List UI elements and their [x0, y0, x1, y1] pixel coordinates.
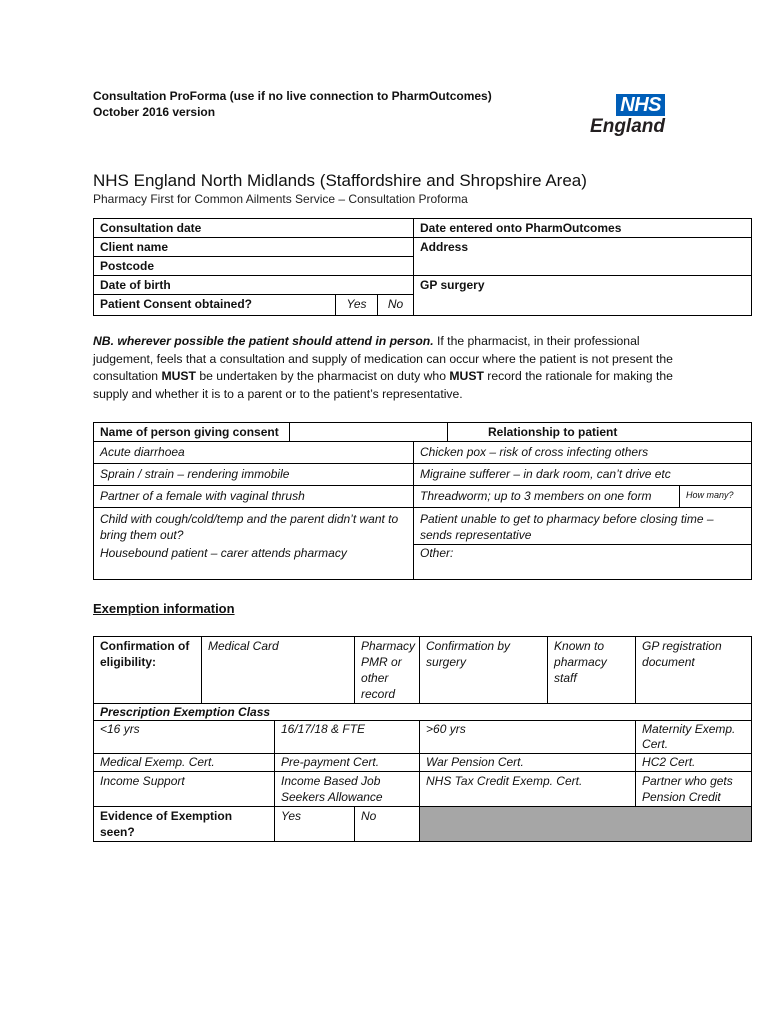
note-text-2: be undertaken by the pharmacist on duty who: [195, 369, 450, 383]
reason-sprain-strain[interactable]: Sprain / strain – rendering immobile: [94, 464, 414, 486]
evidence-exemption-label: Evidence of Exemption seen?: [94, 807, 275, 842]
how-many-field[interactable]: How many?: [680, 486, 752, 508]
exemption-tax-credit[interactable]: NHS Tax Credit Exemp. Cert.: [420, 772, 636, 807]
note-text-3: record the rationale for making the supply and whether it is to a parent or to the patient’s representative.: [93, 369, 673, 401]
relationship-label: Relationship to patient: [448, 423, 752, 442]
consent-reasons-table: [93, 422, 752, 580]
attendance-note: [93, 333, 693, 403]
form-version-title: Consultation ProForma (use if no live connection to PharmOutcomes): [93, 89, 492, 103]
reason-chicken-pox[interactable]: Chicken pox – risk of cross infecting others: [414, 442, 752, 464]
confirmation-eligibility-label: Confirmation of eligibility:: [94, 637, 202, 704]
exemption-war-pension[interactable]: War Pension Cert.: [420, 754, 636, 772]
shaded-cell: [420, 807, 752, 842]
exemption-prepayment[interactable]: Pre-payment Cert.: [275, 754, 420, 772]
exemption-income-support[interactable]: Income Support: [94, 772, 275, 807]
exemption-over-60[interactable]: >60 yrs: [420, 721, 636, 754]
patient-consent-label: Patient Consent obtained?: [94, 295, 336, 316]
exemption-medical-cert[interactable]: Medical Exemp. Cert.: [94, 754, 275, 772]
reason-threadworm[interactable]: Threadworm; up to 3 members on one form: [414, 486, 680, 508]
nhs-logo-box: NHS: [616, 94, 665, 116]
eligibility-gp-registration[interactable]: GP registration document: [636, 637, 752, 704]
gp-surgery-field[interactable]: GP surgery: [414, 276, 752, 316]
exemption-jobseekers[interactable]: Income Based Job Seekers Allowance: [275, 772, 420, 807]
exemption-under-16[interactable]: <16 yrs: [94, 721, 275, 754]
note-must-1: MUST: [161, 369, 196, 383]
client-name-field[interactable]: Client name: [94, 238, 414, 257]
exemption-hc2[interactable]: HC2 Cert.: [636, 754, 752, 772]
eligibility-pharmacy-pmr[interactable]: Pharmacy PMR or other record: [355, 637, 420, 704]
england-logo-text: England: [590, 116, 665, 137]
note-must-2: MUST: [449, 369, 484, 383]
note-text-1: If the pharmacist, in their professional judgement, feels that a consultation and supply of medication can occur where the patient is not present the consultation: [93, 334, 673, 383]
address-field[interactable]: Address: [414, 238, 752, 276]
reason-unable-to-attend[interactable]: Patient unable to get to pharmacy before closing time – sends representative: [414, 508, 752, 545]
name-of-consenter-input[interactable]: [290, 423, 448, 442]
exemption-16-17-18-fte[interactable]: 16/17/18 & FTE: [275, 721, 420, 754]
reason-partner-thrush[interactable]: Partner of a female with vaginal thrush: [94, 486, 414, 508]
reason-other[interactable]: Other:: [414, 545, 752, 580]
name-of-consenter-label: Name of person giving consent: [94, 423, 290, 442]
page-subtitle: Pharmacy First for Common Ailments Service – Consultation Proforma: [93, 192, 468, 206]
exemption-table: [93, 636, 752, 842]
consultation-date-field[interactable]: Consultation date: [94, 219, 414, 238]
patient-details-table: [93, 218, 752, 316]
postcode-field[interactable]: Postcode: [94, 257, 414, 276]
exemption-maternity[interactable]: Maternity Exemp. Cert.: [636, 721, 752, 754]
date-of-birth-field[interactable]: Date of birth: [94, 276, 414, 295]
exemption-heading: Exemption information: [93, 601, 235, 616]
reason-acute-diarrhoea[interactable]: Acute diarrhoea: [94, 442, 414, 464]
reason-housebound[interactable]: Housebound patient – carer attends pharmacy: [94, 545, 414, 580]
eligibility-medical-card[interactable]: Medical Card: [202, 637, 355, 704]
consent-yes-option[interactable]: Yes: [336, 295, 378, 316]
exemption-pension-credit[interactable]: Partner who gets Pension Credit: [636, 772, 752, 807]
reason-migraine[interactable]: Migraine sufferer – in dark room, can’t drive etc: [414, 464, 752, 486]
consent-no-option[interactable]: No: [378, 295, 414, 316]
reason-child-cough[interactable]: Child with cough/cold/temp and the parent didn’t want to bring them out?: [94, 508, 414, 545]
evidence-no-option[interactable]: No: [355, 807, 420, 842]
eligibility-known-staff[interactable]: Known to pharmacy staff: [548, 637, 636, 704]
date-entered-field[interactable]: Date entered onto PharmOutcomes: [414, 219, 752, 238]
evidence-yes-option[interactable]: Yes: [275, 807, 355, 842]
nb-note: NB. wherever possible the patient should attend in person.: [93, 334, 434, 348]
exemption-class-label: Prescription Exemption Class: [94, 704, 752, 721]
form-version-date: October 2016 version: [93, 105, 216, 119]
page-title: NHS England North Midlands (Staffordshire and Shropshire Area): [93, 171, 587, 190]
eligibility-surgery[interactable]: Confirmation by surgery: [420, 637, 548, 704]
nhs-england-logo: [587, 94, 665, 137]
